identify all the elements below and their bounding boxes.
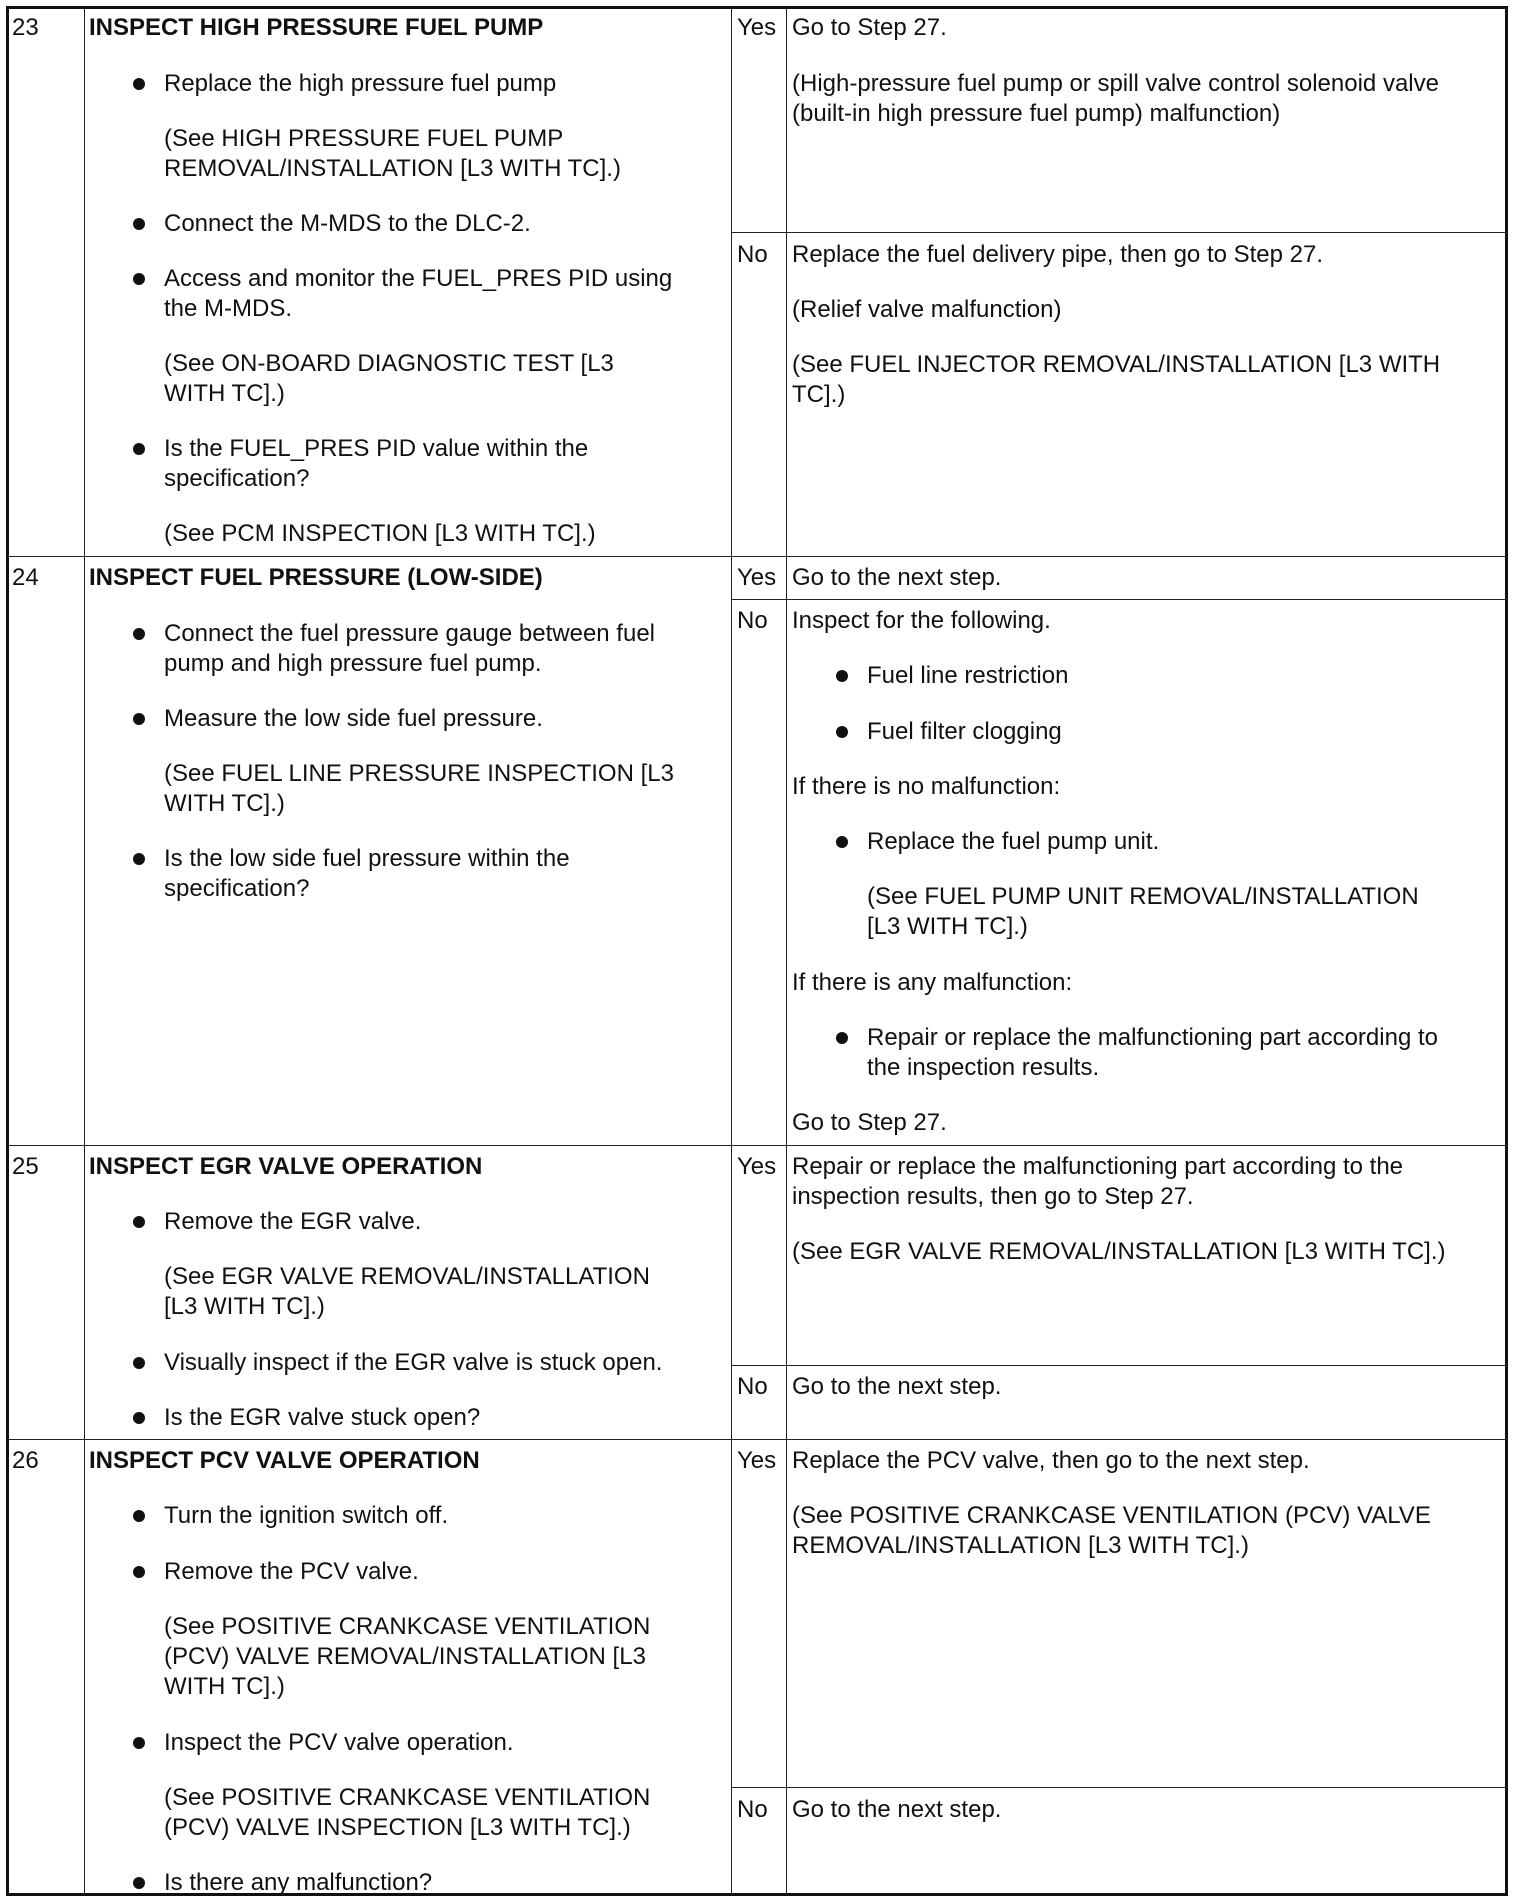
bullet-icon bbox=[133, 1877, 145, 1889]
yes-action: Go to the next step. bbox=[792, 564, 1002, 591]
bullet-icon bbox=[133, 1216, 145, 1228]
no-action: the inspection results. bbox=[867, 1054, 1100, 1081]
bullet-icon bbox=[133, 1566, 145, 1578]
no-action: Go to the next step. bbox=[792, 1796, 1002, 1823]
row-divider bbox=[8, 556, 1508, 557]
column-divider bbox=[731, 8, 732, 1894]
no-label: No bbox=[737, 1373, 768, 1400]
bullet-icon bbox=[133, 78, 145, 90]
step-title: INSPECT PCV VALVE OPERATION bbox=[89, 1447, 480, 1474]
bullet-icon bbox=[836, 726, 848, 738]
yes-label: Yes bbox=[737, 1153, 777, 1180]
no-label: No bbox=[737, 241, 768, 268]
instruction: Is the FUEL_PRES PID value within the bbox=[164, 435, 589, 462]
no-label: No bbox=[737, 1796, 768, 1823]
bullet-icon bbox=[133, 628, 145, 640]
reference: WITH TC].) bbox=[164, 790, 285, 817]
yes-label: Yes bbox=[737, 14, 777, 41]
yes-action: (See EGR VALVE REMOVAL/INSTALLATION [L3 WITH TC].) bbox=[792, 1238, 1446, 1265]
reference: (PCV) VALVE REMOVAL/INSTALLATION [L3 bbox=[164, 1643, 646, 1670]
no-action: If there is any malfunction: bbox=[792, 969, 1073, 996]
instruction: Connect the M-MDS to the DLC-2. bbox=[164, 210, 531, 237]
bullet-icon bbox=[836, 836, 848, 848]
no-action: Repair or replace the malfunctioning part according to bbox=[867, 1024, 1438, 1051]
instruction: Remove the EGR valve. bbox=[164, 1208, 422, 1235]
yes-action: (See POSITIVE CRANKCASE VENTILATION (PCV) VALVE bbox=[792, 1502, 1431, 1529]
yes-action: inspection results, then go to Step 27. bbox=[792, 1183, 1194, 1210]
reference: [L3 WITH TC].) bbox=[164, 1293, 325, 1320]
bullet-icon bbox=[836, 670, 848, 682]
bullet-icon bbox=[836, 1032, 848, 1044]
instruction: Is there any malfunction? bbox=[164, 1869, 433, 1896]
step-number: 26 bbox=[12, 1447, 39, 1474]
reference: (PCV) VALVE INSPECTION [L3 WITH TC].) bbox=[164, 1814, 631, 1841]
bullet-icon bbox=[133, 1737, 145, 1749]
instruction: Is the EGR valve stuck open? bbox=[164, 1404, 481, 1431]
column-divider bbox=[786, 8, 787, 1894]
yes-no-divider bbox=[731, 599, 1508, 600]
row-divider bbox=[8, 1145, 1508, 1146]
no-action: (Relief valve malfunction) bbox=[792, 296, 1062, 323]
bullet-icon bbox=[133, 1412, 145, 1424]
no-label: No bbox=[737, 607, 768, 634]
no-action: TC].) bbox=[792, 381, 846, 408]
instruction: Is the low side fuel pressure within the bbox=[164, 845, 570, 872]
bullet-icon bbox=[133, 853, 145, 865]
reference: WITH TC].) bbox=[164, 380, 285, 407]
instruction: Visually inspect if the EGR valve is stuck open. bbox=[164, 1349, 663, 1376]
no-action: Replace the fuel pump unit. bbox=[867, 828, 1160, 855]
instruction: Inspect the PCV valve operation. bbox=[164, 1729, 514, 1756]
instruction: Connect the fuel pressure gauge between fuel bbox=[164, 620, 656, 647]
step-title: INSPECT EGR VALVE OPERATION bbox=[89, 1153, 483, 1180]
reference: (See POSITIVE CRANKCASE VENTILATION bbox=[164, 1784, 651, 1811]
reference: (See HIGH PRESSURE FUEL PUMP bbox=[164, 125, 564, 152]
no-action: [L3 WITH TC].) bbox=[867, 913, 1028, 940]
no-action: (See FUEL INJECTOR REMOVAL/INSTALLATION [L3 WITH bbox=[792, 351, 1441, 378]
reference: WITH TC].) bbox=[164, 1673, 285, 1700]
no-action: Fuel filter clogging bbox=[867, 718, 1062, 745]
instruction: Remove the PCV valve. bbox=[164, 1558, 419, 1585]
reference: (See POSITIVE CRANKCASE VENTILATION bbox=[164, 1613, 651, 1640]
reference: (See FUEL LINE PRESSURE INSPECTION [L3 bbox=[164, 760, 674, 787]
instruction: Access and monitor the FUEL_PRES PID using bbox=[164, 265, 673, 292]
yes-action: (High-pressure fuel pump or spill valve control solenoid valve bbox=[792, 70, 1439, 97]
step-number: 23 bbox=[12, 14, 39, 41]
instruction: specification? bbox=[164, 875, 310, 902]
yes-action: REMOVAL/INSTALLATION [L3 WITH TC].) bbox=[792, 1532, 1249, 1559]
bullet-icon bbox=[133, 713, 145, 725]
instruction: Replace the high pressure fuel pump bbox=[164, 70, 557, 97]
instruction: the M-MDS. bbox=[164, 295, 293, 322]
no-action: If there is no malfunction: bbox=[792, 773, 1061, 800]
bullet-icon bbox=[133, 1510, 145, 1522]
step-title: INSPECT FUEL PRESSURE (LOW-SIDE) bbox=[89, 564, 543, 591]
instruction: specification? bbox=[164, 465, 310, 492]
step-number: 24 bbox=[12, 564, 39, 591]
reference: (See ON-BOARD DIAGNOSTIC TEST [L3 bbox=[164, 350, 614, 377]
yes-no-divider bbox=[731, 232, 1508, 233]
bullet-icon bbox=[133, 273, 145, 285]
step-title: INSPECT HIGH PRESSURE FUEL PUMP bbox=[89, 14, 544, 41]
yes-label: Yes bbox=[737, 1447, 777, 1474]
step-number: 25 bbox=[12, 1153, 39, 1180]
reference: (See EGR VALVE REMOVAL/INSTALLATION bbox=[164, 1263, 650, 1290]
no-action: (See FUEL PUMP UNIT REMOVAL/INSTALLATION bbox=[867, 883, 1419, 910]
instruction: Turn the ignition switch off. bbox=[164, 1502, 449, 1529]
yes-action: (built-in high pressure fuel pump) malfunction) bbox=[792, 100, 1281, 127]
yes-no-divider bbox=[731, 1787, 1508, 1788]
yes-action: Repair or replace the malfunctioning part according to the bbox=[792, 1153, 1404, 1180]
yes-action: Go to Step 27. bbox=[792, 14, 947, 41]
no-action: Fuel line restriction bbox=[867, 662, 1069, 689]
reference: (See PCM INSPECTION [L3 WITH TC].) bbox=[164, 520, 596, 547]
yes-label: Yes bbox=[737, 564, 777, 591]
bullet-icon bbox=[133, 218, 145, 230]
no-action: Go to Step 27. bbox=[792, 1109, 947, 1136]
yes-no-divider bbox=[731, 1365, 1508, 1366]
reference: REMOVAL/INSTALLATION [L3 WITH TC].) bbox=[164, 155, 621, 182]
instruction: pump and high pressure fuel pump. bbox=[164, 650, 542, 677]
no-action: Inspect for the following. bbox=[792, 607, 1051, 634]
bullet-icon bbox=[133, 1357, 145, 1369]
row-divider bbox=[8, 1439, 1508, 1440]
instruction: Measure the low side fuel pressure. bbox=[164, 705, 543, 732]
bullet-icon bbox=[133, 443, 145, 455]
yes-action: Replace the PCV valve, then go to the next step. bbox=[792, 1447, 1310, 1474]
column-divider bbox=[84, 8, 85, 1894]
no-action: Replace the fuel delivery pipe, then go to Step 27. bbox=[792, 241, 1324, 268]
no-action: Go to the next step. bbox=[792, 1373, 1002, 1400]
